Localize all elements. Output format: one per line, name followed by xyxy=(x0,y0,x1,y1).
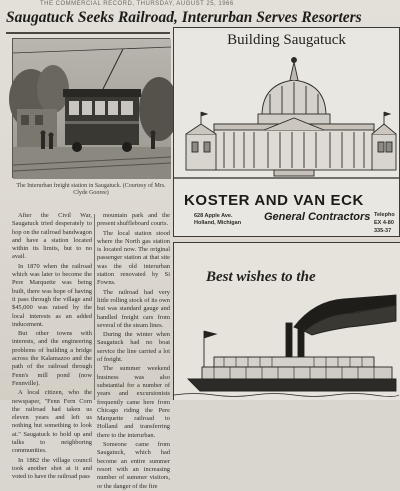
koster-van-eck-ad xyxy=(173,27,400,237)
article-paragraph: The railroad had very little rolling stock of its own but was standard gauge and handled freight cars from several of the steam lines. xyxy=(97,288,170,329)
trolley-illustration xyxy=(13,39,171,179)
interurban-station-photo xyxy=(12,38,170,178)
company-phone xyxy=(374,211,395,235)
phone-line: 335-37 xyxy=(374,228,392,234)
company-name: KOSTER AND VAN ECK xyxy=(184,192,364,209)
phone-line: EX 4-80 xyxy=(374,220,394,226)
article-paragraph: But other towns with interests, and the engineering problems of building a bridge across the Kalamazoo and the path of the railroad through Fenn's mill pond (now Fennville). xyxy=(12,330,92,387)
ad-title: Best wishes to the xyxy=(206,269,316,285)
article-column-1 xyxy=(12,212,92,481)
article-paragraph: Someone came from Saugatuck, which had become an entire summer resort with an increasing number of summer visitors, or the danger of the fire xyxy=(97,441,170,490)
article-paragraph: The summer weekend business was also substantial for a number of years and excursionists frequently came here from Chicago riding the Pere Marquette railroad to Holland and transferring there to the interurban. xyxy=(97,365,170,439)
article-headline: Saugatuck Seeks Railroad, Interurban Serves Resorters xyxy=(6,9,362,26)
article-paragraph: A local citizen, who the newspaper, "Fenn Fern Corn the railroad had taken us eleven years and left us nothing but something to look at." Saugatuck to hold up and talks to neighboring communities. xyxy=(12,389,92,455)
steamboat-illustration xyxy=(174,291,399,401)
article-paragraph: During the winter when Saugatuck had no boat service the line carried a lot of freight. xyxy=(97,331,170,364)
photo-caption: The Interurban freight station in Saugatuck. (Courtesy of Mrs. Clyde Gooree) xyxy=(16,183,166,196)
company-tagline: General Contractors xyxy=(264,211,371,223)
address-line: Holland, Michigan xyxy=(194,220,242,226)
article-paragraph: In 1882 the village council took another shot at it and voted to have the railroad pass xyxy=(12,456,92,481)
article-column-2 xyxy=(97,212,170,490)
best-wishes-ad xyxy=(173,242,400,400)
column-divider xyxy=(94,214,95,400)
article-paragraph: mountain park and the present shuffleboard courts. xyxy=(97,212,170,228)
article-paragraph: In 1870 when the railroad which was later to become the Pere Marquette was being built, there was hope of having it pass through the village and $45,000 was raised by the local interests as an added inducement. xyxy=(12,262,92,328)
address-line: 628 Apple Ave. xyxy=(194,213,233,219)
masthead: THE COMMERCIAL RECORD, THURSDAY, AUGUST 25, 1966 xyxy=(40,1,234,7)
capitol-building-illustration xyxy=(174,54,399,186)
article-paragraph: After the Civil War, Saugatuck tried desperately to hop on the railroad bandwagon and have a station located within its limits, but to no avail. xyxy=(12,212,92,261)
headline-rule xyxy=(6,32,170,34)
ad-title: Building Saugatuck xyxy=(227,32,346,48)
company-address xyxy=(194,213,241,227)
phone-label: Telepho xyxy=(374,212,395,218)
article-paragraph: The local station stood where the North gas station is located now. The original passenger station at that site was the old interurban station renovated by Si Fowns. xyxy=(97,229,170,287)
